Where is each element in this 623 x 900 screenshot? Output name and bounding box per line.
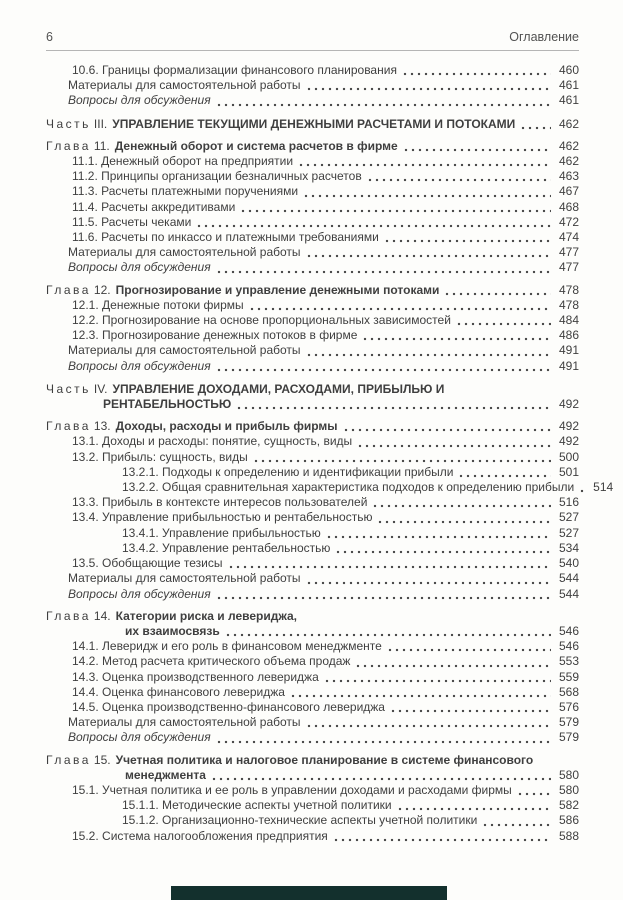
toc-entry bbox=[46, 184, 579, 199]
toc-entry-text: 14.1. Леверидж и его роль в финансовом менеджменте bbox=[72, 639, 382, 654]
dot-leader bbox=[445, 292, 551, 296]
toc-prefix-word: Часть bbox=[46, 116, 91, 131]
toc-entry bbox=[46, 753, 579, 768]
toc-entry bbox=[46, 813, 579, 828]
toc-entry bbox=[46, 260, 579, 275]
toc-page-number: 491 bbox=[558, 358, 579, 373]
dot-leader bbox=[217, 740, 551, 744]
toc-entry-text: 14.4. Оценка финансового левериджа bbox=[72, 684, 285, 699]
toc-page-number: 546 bbox=[558, 639, 579, 654]
toc-page-number: 492 bbox=[558, 434, 579, 449]
toc-page-number: 559 bbox=[558, 669, 579, 684]
toc-entry-title-line2: их взаимосвязь bbox=[125, 623, 220, 638]
dot-leader bbox=[521, 126, 551, 130]
toc-entry bbox=[46, 139, 579, 154]
toc-page-number: 580 bbox=[558, 782, 579, 797]
toc-entry bbox=[46, 434, 579, 449]
dot-leader bbox=[304, 194, 551, 198]
toc-entry bbox=[46, 730, 579, 745]
dot-leader bbox=[373, 504, 551, 508]
toc-entry-text: 11.2. Принципы организации безналичных расчетов bbox=[72, 169, 362, 184]
toc-entry-text: 15.2. Система налогообложения предприятия bbox=[72, 828, 328, 843]
toc-entry-text: 15.1.2. Организационно-технические аспекты учетной политики bbox=[122, 813, 478, 828]
toc-entry-text: 12.3. Прогнозирование денежных потоков в фирме bbox=[72, 328, 358, 343]
toc-entry-text: 12.1. Денежные потоки фирмы bbox=[72, 297, 244, 312]
toc-entry bbox=[46, 245, 579, 260]
toc-entry-text: 13.4. Управление прибыльностью и рентабельностью bbox=[72, 510, 373, 525]
toc-entry-text: 11.3. Расчеты платежными поручениями bbox=[72, 184, 299, 199]
toc-entry bbox=[46, 587, 579, 602]
toc-entry-text: 14.2. Метод расчета критического объема продаж bbox=[72, 654, 351, 669]
toc-page-number: 477 bbox=[558, 245, 579, 260]
toc-entry bbox=[46, 313, 579, 328]
dot-leader bbox=[307, 87, 551, 91]
toc-entry-text: 12.2. Прогнозирование на основе пропорциональных зависимостей bbox=[72, 313, 451, 328]
toc-entry-text: 13.4.2. Управление рентабельностью bbox=[122, 540, 331, 555]
toc-page-number: 501 bbox=[558, 464, 579, 479]
dot-leader bbox=[398, 807, 551, 811]
toc-entry-text: 11.1. Денежный оборот на предприятии bbox=[72, 154, 294, 169]
toc-entry-text: 13.5. Обобщающие тезисы bbox=[72, 556, 223, 571]
toc-entry-text: Материалы для самостоятельной работы bbox=[68, 78, 301, 93]
page-number: 6 bbox=[46, 30, 53, 44]
toc-entry bbox=[46, 609, 579, 624]
toc-entry bbox=[46, 200, 579, 215]
toc-entry bbox=[46, 798, 579, 813]
toc-entry-text: Материалы для самостоятельной работы bbox=[68, 715, 301, 730]
toc-page-number: 544 bbox=[558, 586, 579, 601]
scan-artifact-bar bbox=[171, 886, 447, 900]
running-title: Оглавление bbox=[509, 30, 579, 44]
toc-entry-title: УПРАВЛЕНИЕ ТЕКУЩИМИ ДЕНЕЖНЫМИ РАСЧЕТАМИ И ПОТОКАМИ bbox=[112, 116, 516, 131]
dot-leader bbox=[378, 520, 551, 524]
toc-entry bbox=[46, 63, 579, 78]
toc-page-number: 579 bbox=[558, 715, 579, 730]
toc-entry-text: 15.1.1. Методические аспекты учетной политики bbox=[122, 798, 392, 813]
toc-page-number: 527 bbox=[558, 510, 579, 525]
toc-entry bbox=[46, 230, 579, 245]
dot-leader bbox=[363, 337, 551, 341]
dot-leader bbox=[307, 724, 551, 728]
toc-entry-text: Материалы для самостоятельной работы bbox=[68, 343, 301, 358]
toc-entry-title: УПРАВЛЕНИЕ ДОХОДАМИ, РАСХОДАМИ, ПРИБЫЛЬЮ И bbox=[112, 381, 445, 396]
dot-leader bbox=[336, 550, 551, 554]
dot-leader bbox=[307, 254, 551, 258]
toc-page-number: 462 bbox=[558, 138, 579, 153]
dot-leader bbox=[299, 163, 551, 167]
toc-entry bbox=[46, 215, 579, 230]
toc-entry-text: 13.2.2. Общая сравнительная характеристика подходов к определению прибыли bbox=[122, 480, 575, 495]
toc-entry bbox=[46, 715, 579, 730]
toc-entry bbox=[46, 382, 579, 397]
toc-page-number: 568 bbox=[558, 684, 579, 699]
toc-page-number: 580 bbox=[558, 767, 579, 782]
toc-entry-text: Вопросы для обсуждения bbox=[68, 358, 211, 373]
toc-page-number: 478 bbox=[558, 297, 579, 312]
toc-entry-text: 11.6. Расчеты по инкассо и платежными требованиями bbox=[72, 230, 379, 245]
toc-page-number: 588 bbox=[558, 828, 579, 843]
toc-entry bbox=[46, 328, 579, 343]
toc-page-number: 461 bbox=[558, 93, 579, 108]
dot-leader bbox=[358, 444, 551, 448]
toc-entry bbox=[46, 685, 579, 700]
toc-entry-title: Учетная политика и налоговое планирование в системе финансового bbox=[115, 752, 534, 767]
toc-page-number: 491 bbox=[558, 343, 579, 358]
toc-entry bbox=[46, 571, 579, 586]
toc-entry bbox=[46, 829, 579, 844]
dot-leader bbox=[391, 709, 551, 713]
toc-entry bbox=[46, 541, 579, 556]
toc-entry-text: Вопросы для обсуждения bbox=[68, 93, 211, 108]
toc-page-number: 462 bbox=[558, 154, 579, 169]
toc-page-number: 477 bbox=[558, 260, 579, 275]
toc-page-number: 463 bbox=[558, 169, 579, 184]
dot-leader bbox=[197, 224, 551, 228]
dot-leader bbox=[388, 648, 551, 652]
toc-entry bbox=[46, 495, 579, 510]
toc-entry bbox=[46, 283, 579, 298]
toc-page-number: 486 bbox=[558, 328, 579, 343]
toc-page-number: 534 bbox=[558, 540, 579, 555]
toc-entry-text: 14.3. Оценка производственного левериджа bbox=[72, 669, 319, 684]
dot-leader bbox=[404, 148, 551, 152]
toc-entry bbox=[46, 480, 614, 495]
toc-entry bbox=[46, 654, 579, 669]
toc-page-number: 516 bbox=[558, 495, 579, 510]
toc-prefix-word: Глава bbox=[46, 752, 91, 767]
toc-page-number: 553 bbox=[558, 654, 579, 669]
toc-prefix-number: III. bbox=[93, 116, 108, 131]
toc-page-number: 579 bbox=[558, 730, 579, 745]
dot-leader bbox=[241, 209, 551, 213]
toc-entry-text: Материалы для самостоятельной работы bbox=[68, 245, 301, 260]
dot-leader bbox=[344, 428, 551, 432]
toc-page-number: 484 bbox=[558, 313, 579, 328]
dot-leader bbox=[325, 679, 551, 683]
toc-page-number: 474 bbox=[558, 230, 579, 245]
toc-prefix-word: Глава bbox=[46, 138, 91, 153]
dot-leader bbox=[217, 103, 551, 107]
toc-page-number: 540 bbox=[558, 556, 579, 571]
dot-leader bbox=[385, 239, 551, 243]
toc-page-number: 576 bbox=[558, 699, 579, 714]
toc-page-number: 586 bbox=[558, 813, 579, 828]
toc-entry bbox=[46, 169, 579, 184]
toc-page-number: 468 bbox=[558, 199, 579, 214]
toc-entry-text: 15.1. Учетная политика и ее роль в управлении доходами и расходами фирмы bbox=[72, 782, 512, 797]
toc-entry bbox=[46, 419, 579, 434]
dot-leader bbox=[327, 535, 551, 539]
toc-entry-text: 13.2. Прибыль: сущность, виды bbox=[72, 449, 248, 464]
toc-entry-text: Вопросы для обсуждения bbox=[68, 260, 211, 275]
dot-leader bbox=[237, 406, 551, 410]
toc-entry-text: 13.4.1. Управление прибыльностью bbox=[122, 525, 321, 540]
toc-entry bbox=[46, 117, 579, 132]
dot-leader bbox=[217, 596, 551, 600]
dot-leader bbox=[356, 664, 551, 668]
toc-entry bbox=[46, 359, 579, 374]
toc-entry-title: Категории риска и левериджа, bbox=[115, 608, 298, 623]
dot-leader bbox=[291, 694, 551, 698]
toc-entry bbox=[46, 78, 579, 93]
toc-entry bbox=[46, 639, 579, 654]
toc-entry-text: 11.4. Расчеты аккредитивами bbox=[72, 199, 236, 214]
toc-prefix-word: Глава bbox=[46, 419, 91, 434]
toc-entry-continuation bbox=[46, 768, 579, 783]
toc-entry-title: Прогнозирование и управление денежными потоками bbox=[115, 282, 440, 297]
toc-page-number: 462 bbox=[558, 116, 579, 131]
toc-prefix-number: IV. bbox=[93, 381, 108, 396]
toc-entry-title-line2: РЕНТАБЕЛЬНОСТЬЮ bbox=[103, 397, 232, 412]
dot-leader bbox=[518, 792, 551, 796]
toc-entry bbox=[46, 670, 579, 685]
toc-entry-text: Вопросы для обсуждения bbox=[68, 586, 211, 601]
toc-page-number: 582 bbox=[558, 798, 579, 813]
toc-entry-text: 13.2.1. Подходы к определению и идентификации прибыли bbox=[122, 464, 454, 479]
toc-entry bbox=[46, 154, 579, 169]
toc-entry-text: 13.1. Доходы и расходы: понятие, сущность, виды bbox=[72, 434, 353, 449]
toc-page-number: 546 bbox=[558, 623, 579, 638]
toc-entry-text: 11.5. Расчеты чеками bbox=[72, 214, 192, 229]
toc-entry bbox=[46, 783, 579, 798]
dot-leader bbox=[250, 307, 551, 311]
toc-entry bbox=[46, 298, 579, 313]
toc-prefix-word: Часть bbox=[46, 381, 91, 396]
dot-leader bbox=[403, 72, 551, 76]
dot-leader bbox=[226, 633, 551, 637]
dot-leader bbox=[368, 178, 551, 182]
dot-leader bbox=[229, 565, 551, 569]
toc-prefix-number: 11. bbox=[93, 138, 110, 153]
dot-leader bbox=[483, 823, 551, 827]
toc-entry-text: 10.6. Границы формализации финансового планирования bbox=[72, 63, 397, 77]
toc-prefix-word: Глава bbox=[46, 608, 91, 623]
toc-prefix-number: 12. bbox=[93, 282, 111, 297]
dot-leader bbox=[334, 838, 551, 842]
toc-entry bbox=[46, 450, 579, 465]
toc-prefix-number: 15. bbox=[93, 752, 111, 767]
table-of-contents bbox=[46, 63, 614, 844]
toc-page-number: 478 bbox=[558, 282, 579, 297]
dot-leader bbox=[307, 353, 551, 357]
dot-leader bbox=[217, 368, 551, 372]
toc-entry-text: Вопросы для обсуждения bbox=[68, 730, 211, 745]
toc-prefix-word: Глава bbox=[46, 282, 91, 297]
dot-leader bbox=[212, 777, 551, 781]
toc-page-number: 514 bbox=[593, 480, 614, 495]
dot-leader bbox=[457, 322, 551, 326]
toc-entry-continuation bbox=[46, 624, 579, 639]
toc-page-number: 492 bbox=[558, 397, 579, 412]
toc-prefix-number: 13. bbox=[93, 419, 111, 434]
page-header bbox=[46, 30, 579, 51]
toc-page-number: 492 bbox=[558, 419, 579, 434]
toc-entry-title: Денежный оборот и система расчетов в фирме bbox=[114, 138, 398, 153]
toc-page-number: 500 bbox=[558, 449, 579, 464]
toc-entry-continuation bbox=[46, 397, 579, 412]
toc-entry bbox=[46, 556, 579, 571]
toc-prefix-number: 14. bbox=[93, 608, 111, 623]
toc-page-number: 461 bbox=[558, 78, 579, 93]
toc-entry bbox=[46, 510, 579, 525]
dot-leader bbox=[580, 489, 585, 493]
dot-leader bbox=[254, 459, 551, 463]
toc-entry bbox=[46, 526, 579, 541]
toc-entry bbox=[46, 700, 579, 715]
toc-page-number: 460 bbox=[558, 63, 579, 77]
dot-leader bbox=[217, 270, 551, 274]
dot-leader bbox=[307, 581, 551, 585]
toc-entry-text: 13.3. Прибыль в контексте интересов пользователей bbox=[72, 495, 368, 510]
toc-entry bbox=[46, 93, 579, 108]
toc-entry bbox=[46, 465, 579, 480]
toc-page-number: 472 bbox=[558, 214, 579, 229]
toc-page-number: 544 bbox=[558, 571, 579, 586]
toc-entry-title-line2: менеджмента bbox=[125, 767, 206, 782]
toc-entry-title: Доходы, расходы и прибыль фирмы bbox=[115, 419, 338, 434]
toc-page-number: 527 bbox=[558, 525, 579, 540]
dot-leader bbox=[459, 474, 551, 478]
toc-entry-text: 14.5. Оценка производственно-финансового левериджа bbox=[72, 699, 385, 714]
toc-entry bbox=[46, 343, 579, 358]
toc-page-number: 467 bbox=[558, 184, 579, 199]
toc-entry-text: Материалы для самостоятельной работы bbox=[68, 571, 301, 586]
